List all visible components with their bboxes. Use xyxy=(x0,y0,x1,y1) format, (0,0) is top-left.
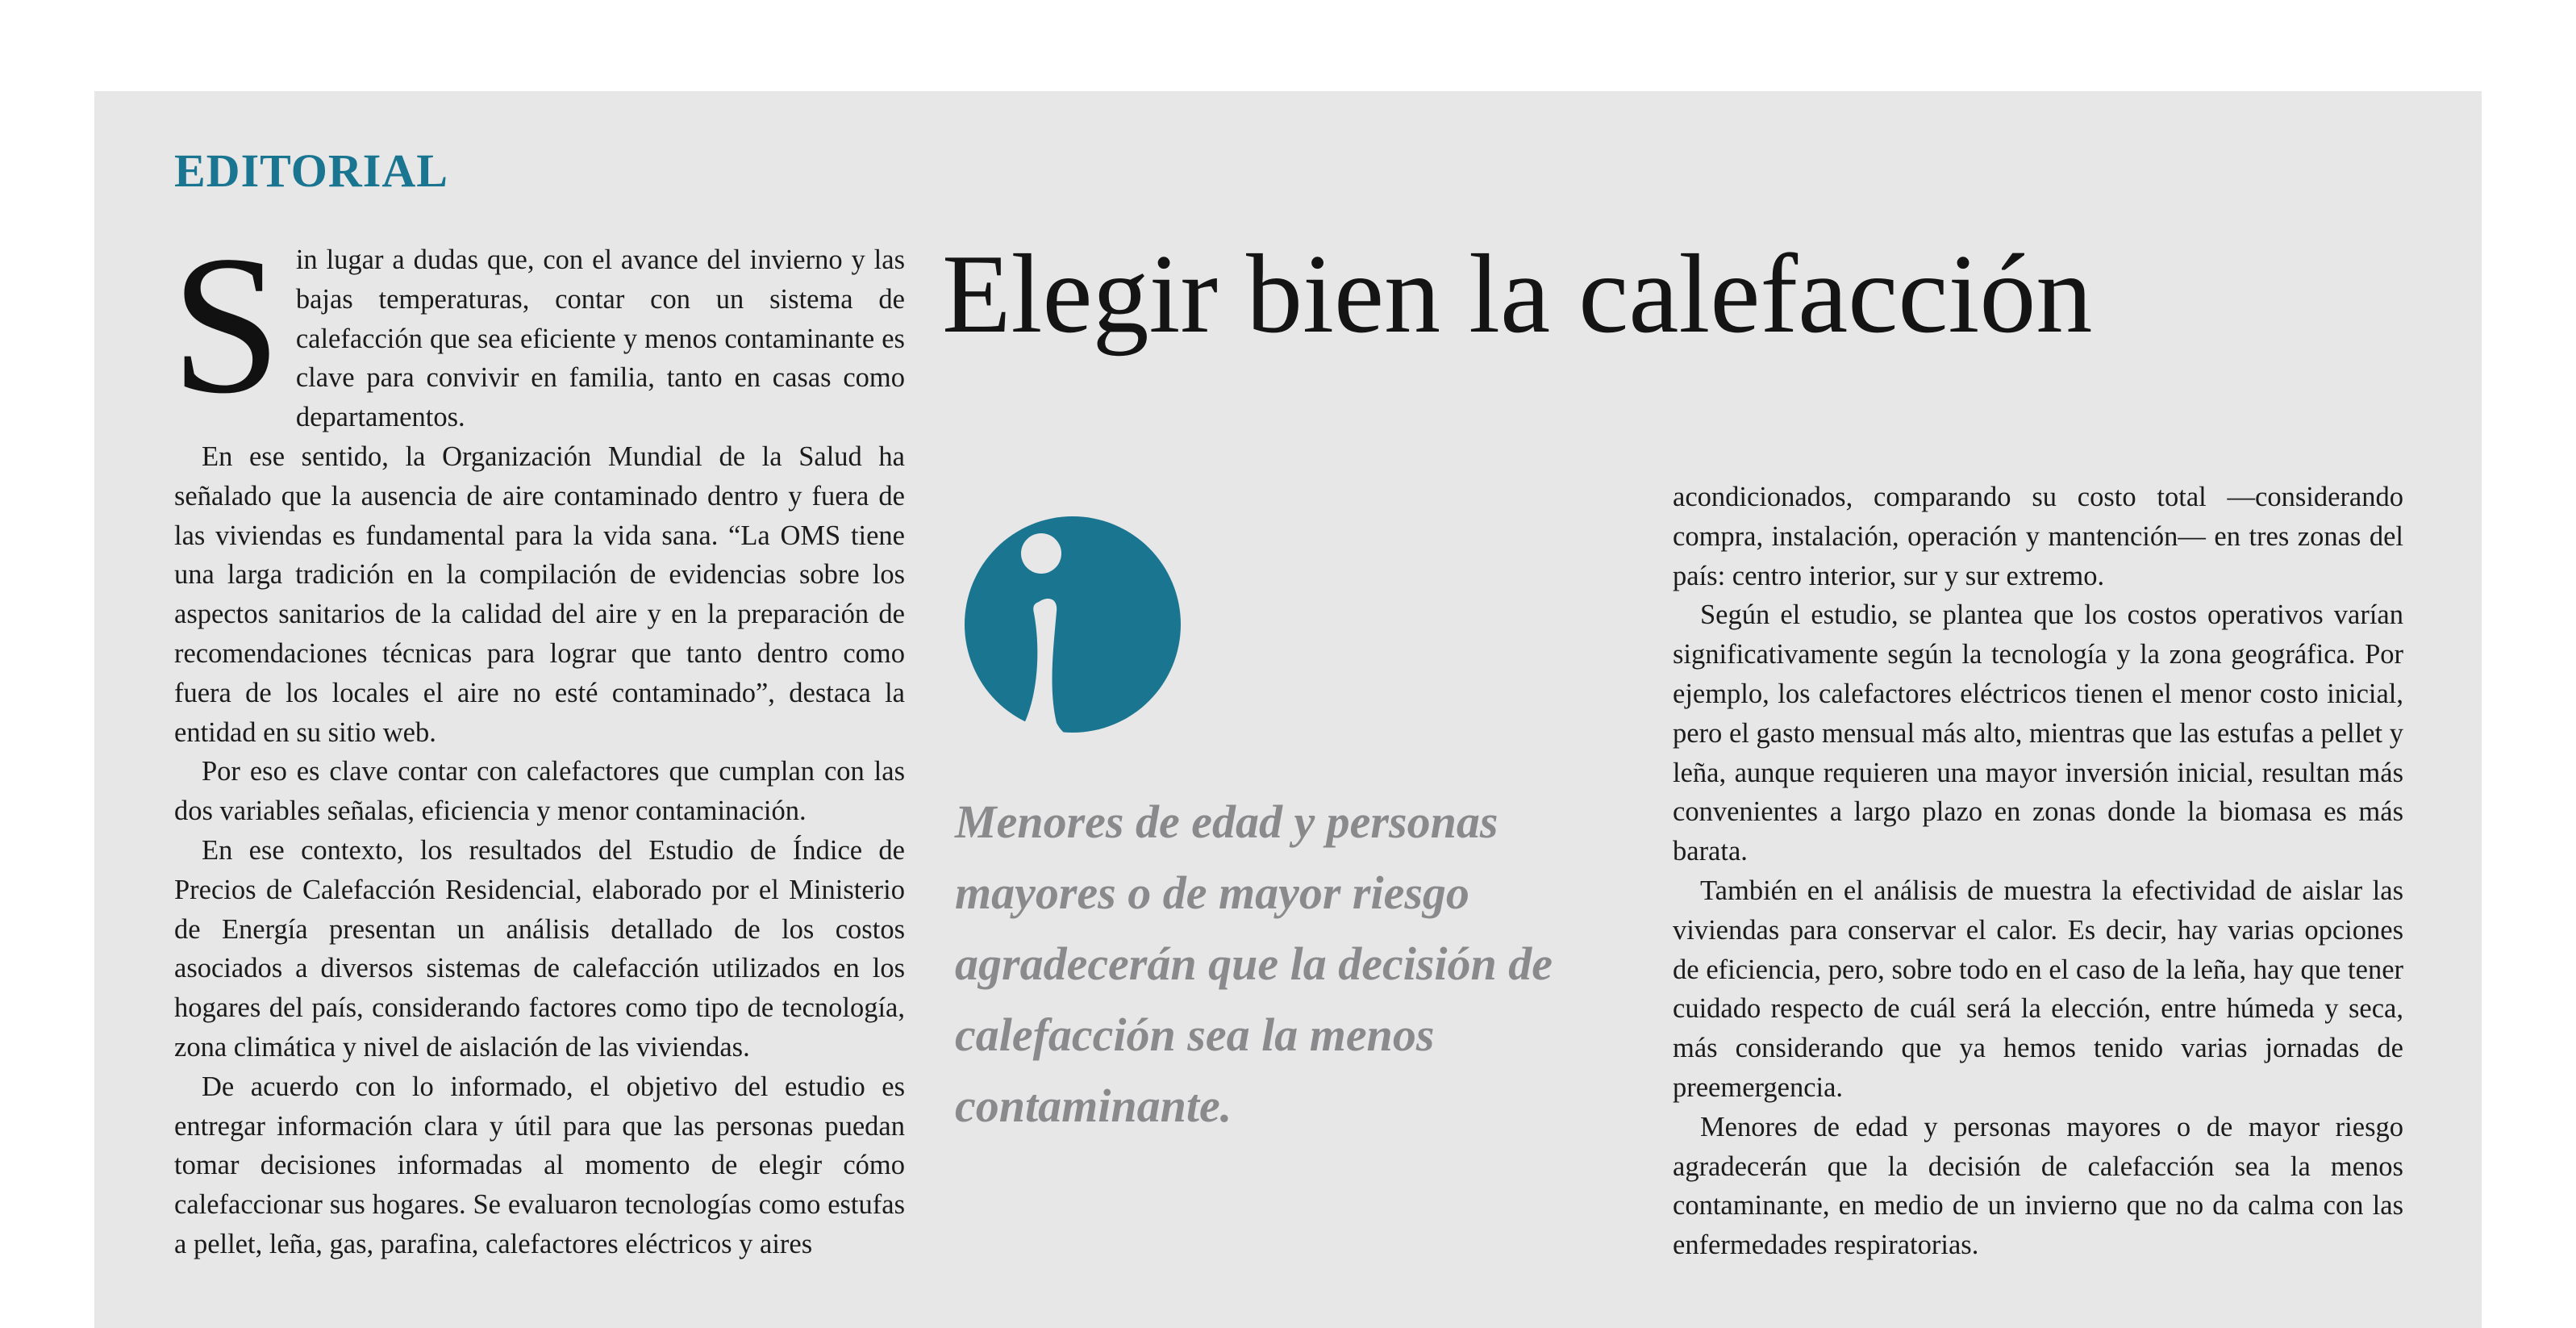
paragraph xyxy=(171,215,905,437)
paragraph: acondicionados, comparando su costo total —considerando compra, instalación, operación y mantención— en tres zonas del país: centro interior, sur y sur extremo. xyxy=(1673,482,2403,591)
paragraph: En ese sentido, la Organización Mundial de la Salud ha señalado que la ausencia de aire contaminado dentro y fuera de las viviendas es fundamental para la vida sana. “La OMS tiene una larga tradición en la compilación de evidencias sobre los aspectos sanitarios de la calidad del aire y en la preparación de recomendaciones técnicas para lograr que tanto dentro como fuera de los locales el aire no esté contaminado”, destaca la entidad en su sitio web. xyxy=(174,441,905,748)
section-label: EDITORIAL xyxy=(174,144,448,197)
pull-quote: Menores de edad y personas mayores o de mayor riesgo agradecerán que la decisión de calefacción sea la menos contaminante. xyxy=(955,796,1553,1132)
paragraph-text: in lugar a dudas que, con el avance del invierno y las bajas temperaturas, contar con un sistema de calefacción que sea eficiente y menos contaminante es clave para convivir en familia, tanto en casas como departamentos. xyxy=(295,244,905,433)
right-column xyxy=(1673,478,2403,1265)
paragraph: Menores de edad y personas mayores o de mayor riesgo agradecerán que la decisión de calefacción sea la menos contaminante, en medio de un invierno que no da calma con las enfermedades respiratorias. xyxy=(1673,1111,2403,1261)
info-icon xyxy=(963,512,1182,741)
paragraph: De acuerdo con lo informado, el objetivo del estudio es entregar información clara y útil para que las personas puedan tomar decisiones informadas al momento de elegir cómo calefaccionar sus hogares. Se evaluaron tecnologías como estufas a pellet, leña, gas, parafina, calefactores eléctricos y aires xyxy=(174,1071,905,1259)
paragraph: También en el análisis de muestra la efectividad de aislar las viviendas para conservar el calor. Es decir, hay varias opciones de eficiencia, pero, sobre todo en el caso de la leña, hay que tener cuidado respecto de cuál será la elección, entre húmeda y seca, más considerando que ya hemos tenido varias jornadas de preemergencia. xyxy=(1673,875,2403,1103)
left-column xyxy=(171,215,905,1264)
paragraph: Por eso es clave contar con calefactores que cumplan con las dos variables señalas, eficiencia y menor contaminación. xyxy=(174,756,905,827)
drop-cap: S xyxy=(171,215,281,435)
paragraph: En ese contexto, los resultados del Estudio de Índice de Precios de Calefacción Residencial, elaborado por el Ministerio de Energía presentan un análisis detallado de los costos asociados a diversos sistemas de calefacción utilizados en los hogares del país, considerando factores como tipo de tecnología, zona climática y nivel de aislación de las viviendas. xyxy=(174,834,905,1063)
paragraph: Según el estudio, se plantea que los costos operativos varían significativamente según la tecnología y la zona geográfica. Por ejemplo, los calefactores eléctricos tienen el menor costo inicial, pero el gasto mensual más alto, mientras que las estufas a pellet y leña, aunque requieren una mayor inversión inicial, resultan más convenientes a largo plazo en zonas donde la biomasa es más barata. xyxy=(1673,599,2403,867)
headline: Elegir bien la calefacción xyxy=(942,232,2093,357)
